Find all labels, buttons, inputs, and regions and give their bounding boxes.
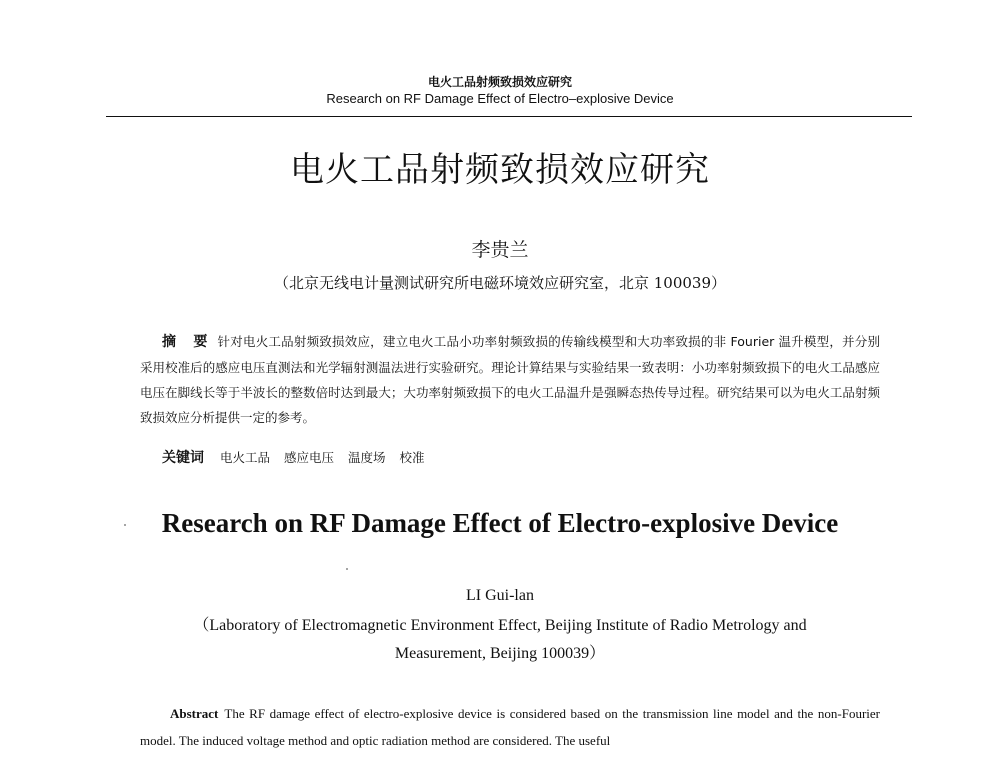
keywords-zh-label: 关键词 [162, 450, 204, 466]
abstract-zh-text: 针对电火工品射频致损效应，建立电火工品小功率射频致损的传输线模型和大功率致损的非 Fourier 温升模型，并分别采用校准后的感应电压直测法和光学辐射测温法进行实验研究。理论计算结果与实验结果一致表明：小功率射频致损下的电火工品感应电压在脚线长等于半波长的整数倍时达到最大；大功率射频致损下的电火工品温升是强瞬态热传导过程。研究结果可以为电火工品射频致损效应分析提供一定的参考。 [140, 334, 881, 425]
author-name-en: LI Gui-lan [466, 587, 534, 604]
abstract-zh [140, 329, 880, 430]
author-affiliation-en: （Laboratory of Electromagnetic Environment Effect, Beijing Institute of Radio Metrology and Measurement, Beijing 100039） [193, 617, 807, 662]
paper-title-en: Research on RF Damage Effect of Electro-explosive Device [161, 508, 839, 538]
keyword-zh: 校准 [399, 450, 425, 465]
keyword-zh: 电火工品 [219, 450, 270, 465]
header-rule [106, 116, 912, 117]
running-head-title-en: Research on RF Damage Effect of Electro–explosive Device [326, 91, 674, 106]
scan-speck [124, 524, 126, 526]
abstract-en-text: The RF damage effect of electro-explosive device is considered based on the transmission line model and the non-Fourier model. The induced voltage method and optic radiation method are considered. The useful [140, 706, 880, 748]
paper-title-zh: 电火工品射频致损效应研究 [290, 150, 710, 190]
abstract-en [140, 700, 880, 754]
keyword-zh: 感应电压 [283, 450, 334, 465]
keywords-zh [162, 447, 435, 469]
abstract-en-label: Abstract [170, 706, 219, 721]
running-head-title-zh: 电火工品射频致损效应研究 [427, 75, 572, 89]
author-affiliation-zh: （北京无线电计量测试研究所电磁环境效应研究室，北京 100039） [273, 274, 727, 292]
abstract-zh-label: 摘 要 [162, 334, 214, 350]
running-head [0, 74, 1000, 107]
scan-speck [346, 568, 348, 570]
author-name-zh: 李贵兰 [471, 239, 529, 261]
keyword-zh: 温度场 [347, 450, 386, 465]
